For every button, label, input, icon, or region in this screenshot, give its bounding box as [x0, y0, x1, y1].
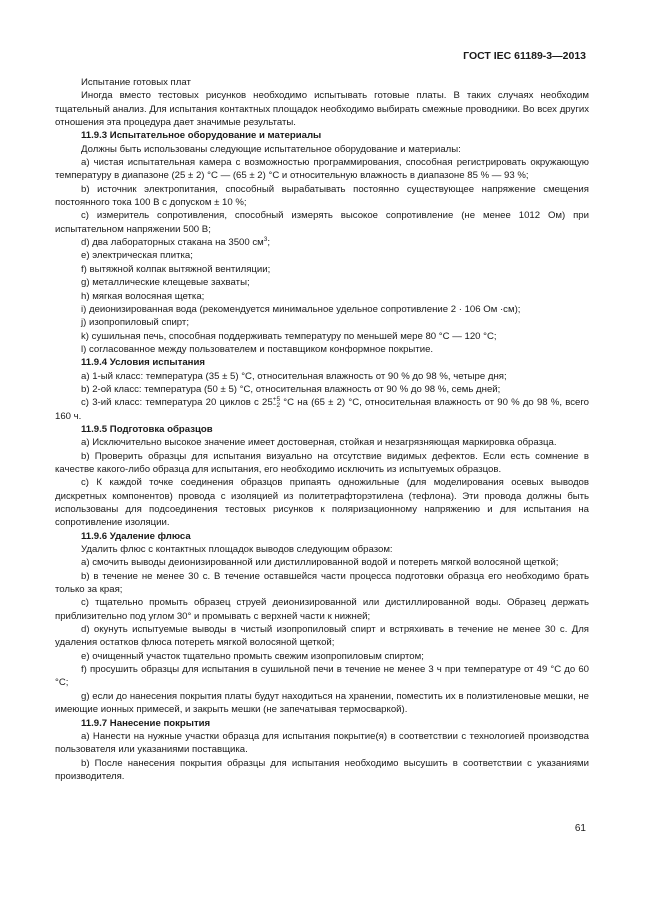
- subscript: −2: [272, 401, 281, 409]
- paragraph-text: с) 3-ий класс: температура 20 циклов с 25: [81, 397, 273, 409]
- paragraph: b) 2-ой класс: температура (50 ± 5) °С, относительная влажность от 90 % до 98 %, семь дней;: [81, 383, 501, 395]
- paragraph: е) очищенный участок тщательно промыть свежим изопропиловым спиртом;: [81, 650, 424, 662]
- paragraph: Испытание готовых плат: [81, 77, 191, 88]
- paragraph: g) если до нанесения покрытия платы будут находиться на хранении, поместить их в полиэтиленовые мешки, не имеющие ионных примесей, и закрыть мешки (не запечатывая термосваркой).: [55, 690, 589, 716]
- paragraph: е) электрическая плитка;: [81, 250, 193, 262]
- section-heading: 11.9.6 Удаление флюса: [81, 530, 191, 542]
- section-heading: 11.9.5 Подготовка образцов: [81, 423, 213, 435]
- superscript: +5: [272, 395, 281, 403]
- tolerance: [273, 397, 280, 409]
- paragraph: [55, 396, 589, 423]
- paragraph-text: ;: [267, 237, 271, 249]
- paragraph: а) Исключительно высокое значение имеет достоверная, стойкая и незагрязняющая маркировка образца.: [81, 437, 557, 449]
- paragraph: а) 1-ый класс: температура (35 ± 5) °С, относительная влажность от 90 % до 98 %, четыре дня;: [81, 370, 507, 382]
- superscript: 3: [263, 235, 268, 243]
- document-body: [55, 76, 589, 783]
- paragraph: b) После нанесения покрытия образцы для испытания необходимо высушить в соответствии с указаниями производителя.: [55, 757, 589, 782]
- paragraph: Удалить флюс с контактных площадок выводов следующим образом:: [81, 544, 393, 556]
- paragraph: l) согласованное между пользователем и поставщиком конформное покрытие.: [81, 343, 434, 355]
- paragraph: j) изопропиловый спирт;: [81, 317, 189, 329]
- section-heading: 11.9.7 Нанесение покрытия: [81, 717, 211, 729]
- section-heading: 11.9.4 Условия испытания: [81, 357, 205, 369]
- paragraph: b) Проверить образцы для испытания визуально на отсутствие видимых дефектов. Если есть сомнение в качестве какого-либо образца для испытания, его необходимо исключить из испытуемых образцов.: [55, 450, 589, 475]
- paragraph: f) вытяжной колпак вытяжной вентиляции;: [81, 263, 271, 275]
- paragraph: с) тщательно промыть образец струей деионизированной или дистиллированной воды. Образец держать приблизительно под углом 30° и промывать с верхней части к нижней;: [55, 597, 589, 622]
- document-header: ГОСТ IEC 61189-3—2013: [463, 50, 586, 62]
- paragraph: d) окунуть испытуемые выводы в чистый изопропиловый спирт и встряхивать в течение не менее 30 с. Для удаления остатков флюса потереть мягкой волосяной щеткой;: [55, 624, 589, 649]
- paragraph: а) смочить выводы деионизированной или дистиллированной водой и потереть мягкой волосяной щеткой;: [81, 557, 559, 569]
- paragraph: а) чистая испытательная камера с возможностью программирования, способная регистрировать окружающую температуру в диапазоне (25 ± 2) °С — (65 ± 2) °С и относительную влажность в диапазоне 85 % — 93 %;: [55, 157, 589, 182]
- paragraph: h) мягкая волосяная щетка;: [81, 290, 205, 302]
- paragraph: f) просушить образцы для испытания в сушильной печи в течение не менее 3 ч при температуре от 49 °С до 60 °С;: [55, 664, 589, 689]
- paragraph: с) К каждой точке соединения образцов припаять одножильные (для моделирования осевых выводов дискретных компонентов) провода с изоляцией из политетрафторэтилена (тефлона). Эти провода должны быть использованы для подсоединения тестовых рисунков к поляризационному напряжению и для испытания на сопротивление изоляции.: [55, 477, 589, 529]
- paragraph: с) измеритель сопротивления, способный измерять высокое сопротивление (не менее 1012 Ом) при испытательном напряжении 500 В;: [55, 210, 589, 235]
- section-heading: 11.9.3 Испытательное оборудование и материалы: [81, 130, 322, 142]
- paragraph: g) металлические клещевые захваты;: [81, 277, 250, 289]
- paragraph: b) источник электропитания, способный вырабатывать постоянно существующее напряжение смещения постоянного тока 100 В с допуском ± 10 %;: [55, 183, 589, 209]
- paragraph-text: °С на (65 ± 2) °С, относительная влажность от 90 % до 98 %, всего 160 ч.: [55, 397, 589, 422]
- paragraph: k) сушильная печь, способная поддерживать температуру по меньшей мере 80 °С — 120 °С;: [81, 330, 497, 342]
- page-number: 61: [574, 823, 586, 834]
- paragraph: а) Нанести на нужные участки образца для испытания покрытие(я) в соответствии с технологией производства пользователя или указаниями поставщика.: [55, 730, 589, 756]
- paragraph: [55, 236, 589, 249]
- paragraph: b) в течение не менее 30 с. В течение оставшейся части процесса подготовки образца его необходимо брать только за края;: [55, 570, 589, 596]
- paragraph: i) деионизированная вода (рекомендуется минимальное удельное сопротивление 2 · 106 Ом ·см);: [81, 303, 521, 315]
- paragraph: Должны быть использованы следующие испытательное оборудование и материалы:: [81, 143, 461, 155]
- paragraph-text: d) два лабораторных стакана на 3500 см: [81, 237, 264, 249]
- paragraph: Иногда вместо тестовых рисунков необходимо испытывать готовые платы. В таких случаях необходим тщательный анализ. Для испытания контактных площадок необходимо выбирать смежные проводники. Во всех других отношения эта процедура дает значимые результаты.: [55, 90, 589, 129]
